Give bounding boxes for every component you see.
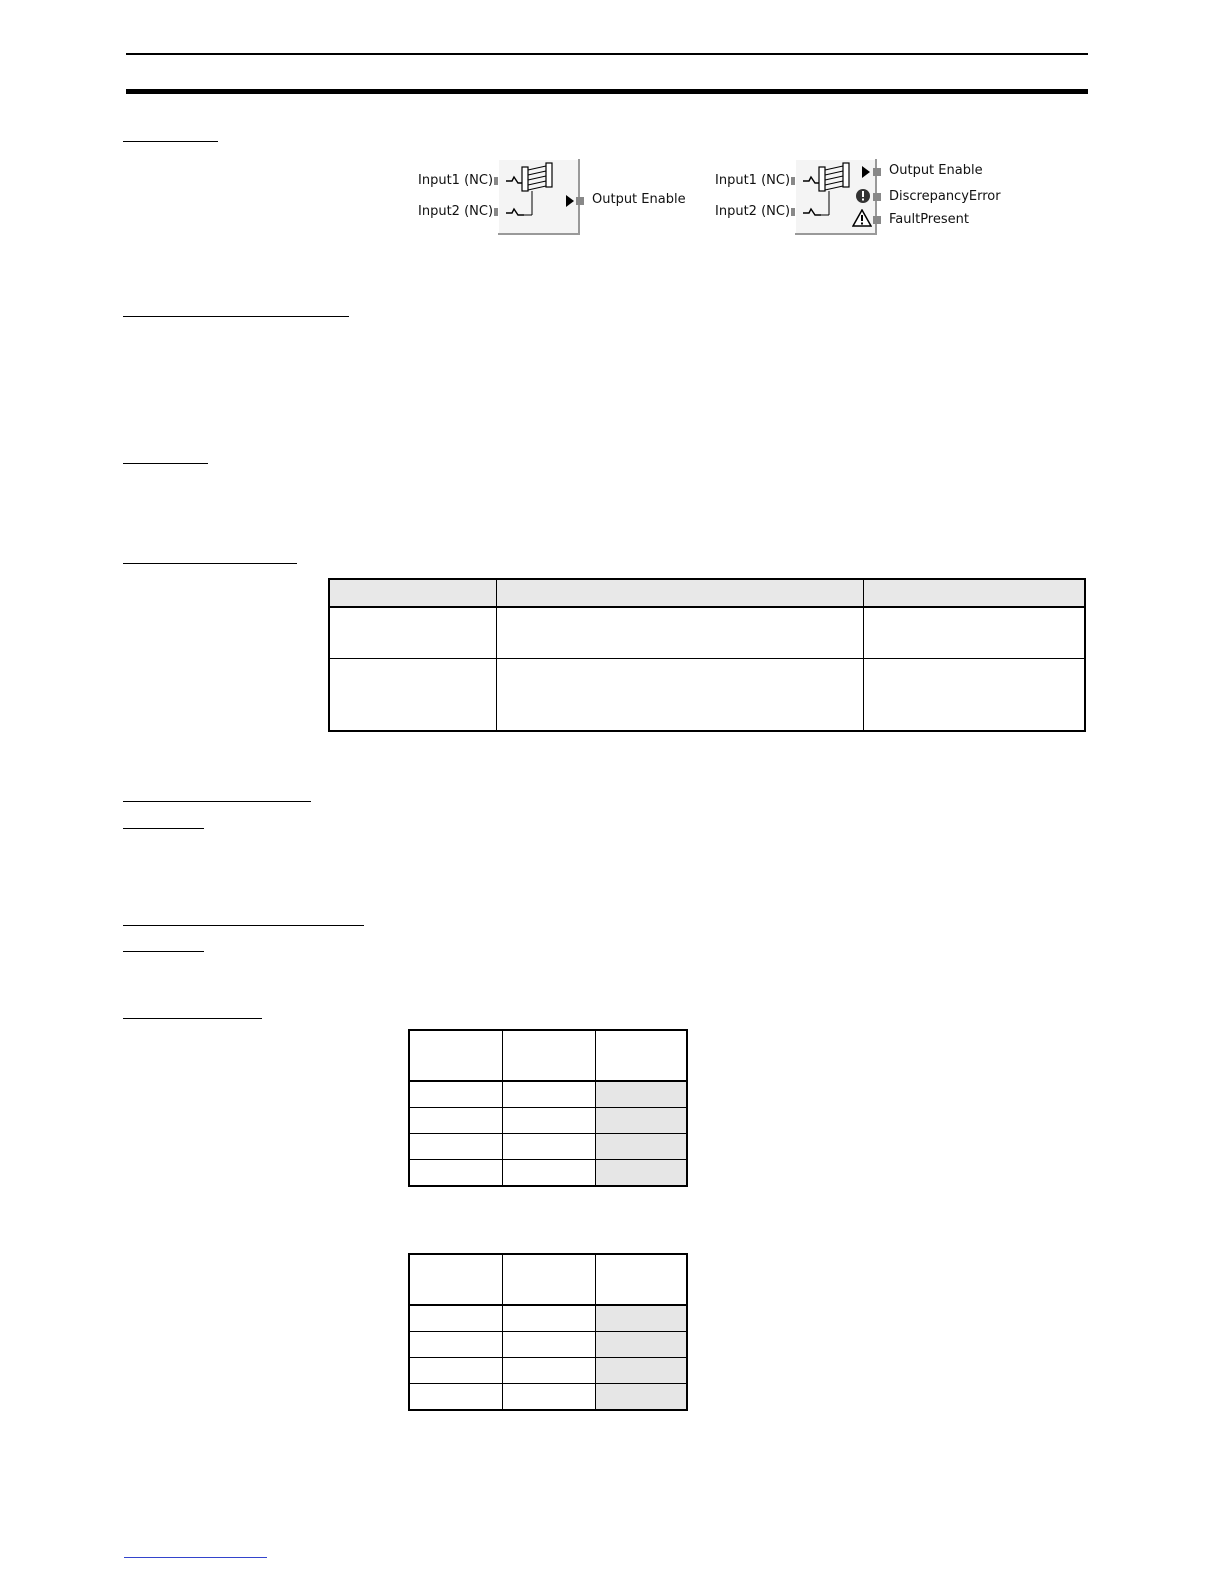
header-rule-thin: [126, 53, 1088, 55]
table-cell: [864, 659, 1086, 732]
section-heading-underline: [123, 463, 208, 464]
fault-present-pin: [873, 216, 881, 224]
section-heading-underline: [123, 316, 349, 317]
function-block-diagram-extended: [707, 155, 1007, 245]
table-cell: [497, 607, 864, 659]
header-rule-thick: [126, 89, 1088, 94]
input2-label: Input2 (NC): [418, 204, 494, 219]
table-cell: [329, 607, 497, 659]
table-row: [329, 607, 1085, 659]
table-header-row: [409, 1254, 687, 1305]
table-row: [329, 659, 1085, 732]
table-header-cell: [596, 1030, 688, 1081]
table-row: [409, 1305, 687, 1332]
play-triangle-icon: [862, 166, 870, 178]
light-curtain-icon: [504, 161, 564, 225]
section-heading-underline: [123, 1018, 262, 1019]
table-row: [409, 1384, 687, 1411]
footer-link[interactable]: [124, 1557, 267, 1558]
table-row: [409, 1108, 687, 1134]
input1-label: Input1 (NC): [715, 173, 791, 188]
table-header-row: [329, 579, 1085, 607]
warning-triangle-icon: [852, 209, 872, 227]
table-row: [409, 1134, 687, 1160]
function-block-diagram-basic: [410, 155, 690, 245]
play-triangle-icon: [566, 195, 574, 207]
table-row: [409, 1160, 687, 1187]
output-enable-pin: [873, 168, 881, 176]
table-header-row: [409, 1030, 687, 1081]
table-header-cell: [503, 1254, 596, 1305]
table-cell: [864, 607, 1086, 659]
truth-table-1: [408, 1029, 688, 1187]
section-heading-underline: [123, 563, 297, 564]
table-cell: [329, 659, 497, 732]
section-heading-underline: [123, 801, 311, 802]
input2-label: Input2 (NC): [715, 204, 791, 219]
table-header-cell: [409, 1254, 503, 1305]
input1-label: Input1 (NC): [418, 173, 494, 188]
fault-present-label: FaultPresent: [889, 212, 969, 227]
section-heading-underline: [123, 951, 204, 952]
table-row: [409, 1332, 687, 1358]
table-row: [409, 1081, 687, 1108]
section-heading-underline: [123, 141, 218, 142]
output-enable-label: Output Enable: [889, 163, 983, 178]
table-header-cell: [497, 579, 864, 607]
table-header-cell: [329, 579, 497, 607]
section-heading-underline: [123, 925, 364, 926]
parameter-table: [328, 578, 1086, 732]
exclamation-circle-icon: [855, 188, 871, 204]
discrepancy-error-label: DiscrepancyError: [889, 189, 1001, 204]
table-header-cell: [596, 1254, 688, 1305]
table-row: [409, 1358, 687, 1384]
discrepancy-error-pin: [873, 193, 881, 201]
output-enable-label: Output Enable: [592, 192, 686, 207]
truth-table-2: [408, 1253, 688, 1411]
output-enable-pin: [576, 197, 584, 205]
section-heading-underline: [123, 828, 204, 829]
table-cell: [497, 659, 864, 732]
table-header-cell: [409, 1030, 503, 1081]
table-header-cell: [503, 1030, 596, 1081]
table-header-cell: [864, 579, 1086, 607]
